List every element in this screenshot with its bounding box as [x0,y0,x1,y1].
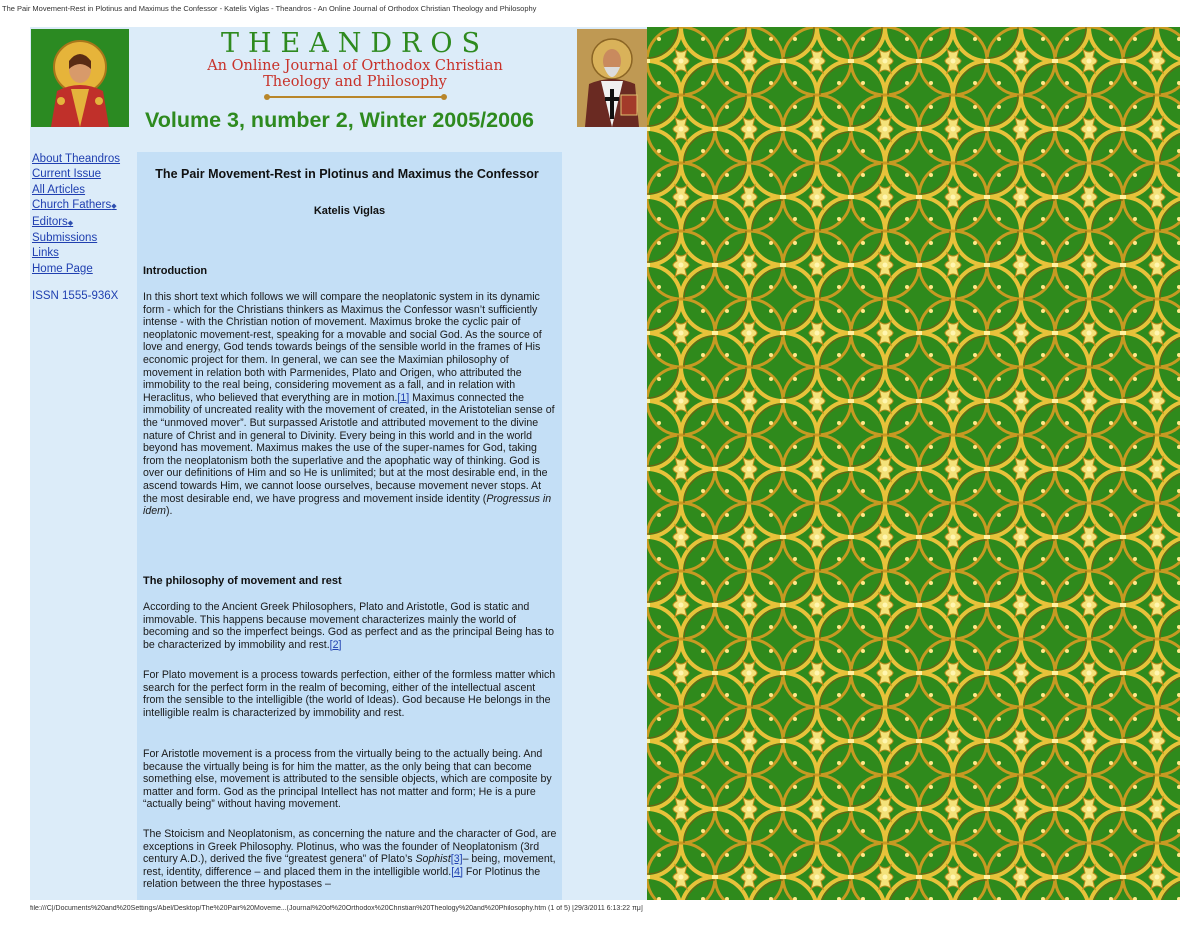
cross-circle-pattern [647,27,1180,900]
section2-heading: The philosophy of movement and rest [143,575,342,587]
footnote-link-1[interactable]: [1] [397,391,410,404]
journal-subtitle-line2: Theology and Philosophy [263,74,447,90]
intro-heading: Introduction [143,265,208,277]
footnote-link-3[interactable]: [3] [450,853,463,866]
sidebar-link-church-fathers-label: Church Fathers [32,199,112,212]
article-title: The Pair Movement-Rest in Plotinus and Maximus the Confessor [155,167,539,181]
intro-text-c: ). [165,505,173,518]
paragraph-2 [143,601,557,651]
sidebar-link-editors[interactable] [32,215,136,231]
saint-icon-left [31,29,129,127]
masthead [205,30,505,98]
paragraph-5 [143,828,557,891]
intro-italic-term: Progressus in idem [143,492,552,518]
volume-heading: Volume 3, number 2, Winter 2005/2006 [145,108,534,132]
article-author: Katelis Viglas [313,205,386,217]
saint-icon-right [577,29,647,127]
paragraph-3: For Plato movement is a process towards perfection, either of the formless matter which search for the perfect form in the realm of becoming, either of the intellectual ascent from the sensible to the intelligible (the world of Ideas). God because He belongs in the intelligible realm is characterized by immobility and rest. [143,669,556,719]
print-footer: file:///C|/Documents%20and%20Settings/Abel/Desktop/The%20Pair%20Moveme...(Journal%20of%20Orthodox%20Christian%20Theology%20and%20Philosophy.htm (1 of 5) [29/3/2011 6:13:22 πμ] [30,905,643,912]
decorative-pattern-panel [647,27,1180,900]
intro-text-a: In this short text which follows we will compare the neoplatonic system in its dynamic form - which for the Christians thinkers as Maximus the Confessor wasn’t sufficiently intense - with the Christian notion of movement. Maximus broke the cyclic pair of neoplatonic movement-rest, speaking for a movable and social God. As the source of love and energy, God tends towards beings of the sensible world in the frames of His economic project for them. In general, we can see the Maximian philosophy of movement in relation both with Parmenides, Plato and Origen, who attributed the immobility to the real being, considering movement as a fall, and in relation with Heraclitus, who believed that everything are in motion. [143,291,542,404]
ornamental-rule [268,96,443,98]
print-header: The Pair Movement-Rest in Plotinus and Maximus the Confessor - Katelis Viglas - Theandros - An Online Journal of Orthodox Christian Theology and Philosophy [2,4,537,13]
submenu-arrow-icon: ◆ [111,203,117,211]
sidebar-link-about[interactable]: About Theandros [32,153,121,165]
p2-text: According to the Ancient Greek Philosophers, Plato and Aristotle, God is static and immovable. This happens because movement characterizes mainly the world of becoming and so the imperfect beings. God as perfect and as the principal Being has to be characterized by immobility and rest. [143,601,555,651]
intro-text-b: Maximus connected the immobility of uncreated reality with the movement of created, in the Aristotelian sense of the “unmoved mover”. But surpassed Aristotle and attributed movement to the divine nature of Christ and in general to Divinity. Every being in this world and in the world beyond has movement. Maximus makes the use of the super-names for God, taking from the neoplatonism both the superlative and the apophatic way of thinking. God is over our definitions of Him and so He is unlimited; but at the most desirable end, in the ascend towards Him, we cannot loose ourselves, because movement never stops. At the most desirable end, we have progress and movement inside identity ( [143,391,555,505]
footnote-link-4[interactable]: [4] [451,865,463,878]
sidebar-link-submissions[interactable]: Submissions [32,232,98,245]
sidebar-link-editors-label: Editors [32,215,68,228]
footnote-link-2[interactable]: [2] [329,638,342,651]
p5-text-a: The Stoicism and Neoplatonism, as concerning the nature and the character of God, are exceptions in Greek Philosophy. Plotinus, who was the founder of Neoplatonism (3rd century A.D.), derived the five “greatest genera” of Plato’s [143,828,557,866]
sidebar-link-all-articles[interactable]: All Articles [32,183,86,196]
sidebar-link-home[interactable]: Home Page [32,262,93,275]
issn-label: ISSN 1555-936X [32,290,119,303]
journal-title: THEANDROS [221,28,489,59]
p5-italic-title: Sophist [415,853,451,866]
sidebar-link-current-issue[interactable]: Current Issue [32,168,102,181]
paragraph-intro [143,291,557,518]
p5-text-b: – being, movement, rest, identity, difference – and placed them in the intelligible world. [143,853,556,878]
submenu-arrow-icon: ◆ [67,219,74,227]
article-content [137,152,562,900]
journal-subtitle-line1: An Online Journal of Orthodox Christian [207,58,503,74]
paragraph-4: For Aristotle movement is a process from the virtually being to the actually being. And because the virtually being is for him the matter, as the only being that can become something else, movement is attributed to the sensible objects, which are composite by matter and form. God as the principal Intellect has not matter and form; He is a pure “actually being” without having movement. [143,748,552,811]
sidebar-link-links[interactable]: Links [32,247,59,260]
sidebar-nav [32,152,136,305]
sidebar-link-church-fathers[interactable] [32,198,136,214]
p5-text-c: For Plotinus the relation between the three hypostases – [143,865,541,891]
